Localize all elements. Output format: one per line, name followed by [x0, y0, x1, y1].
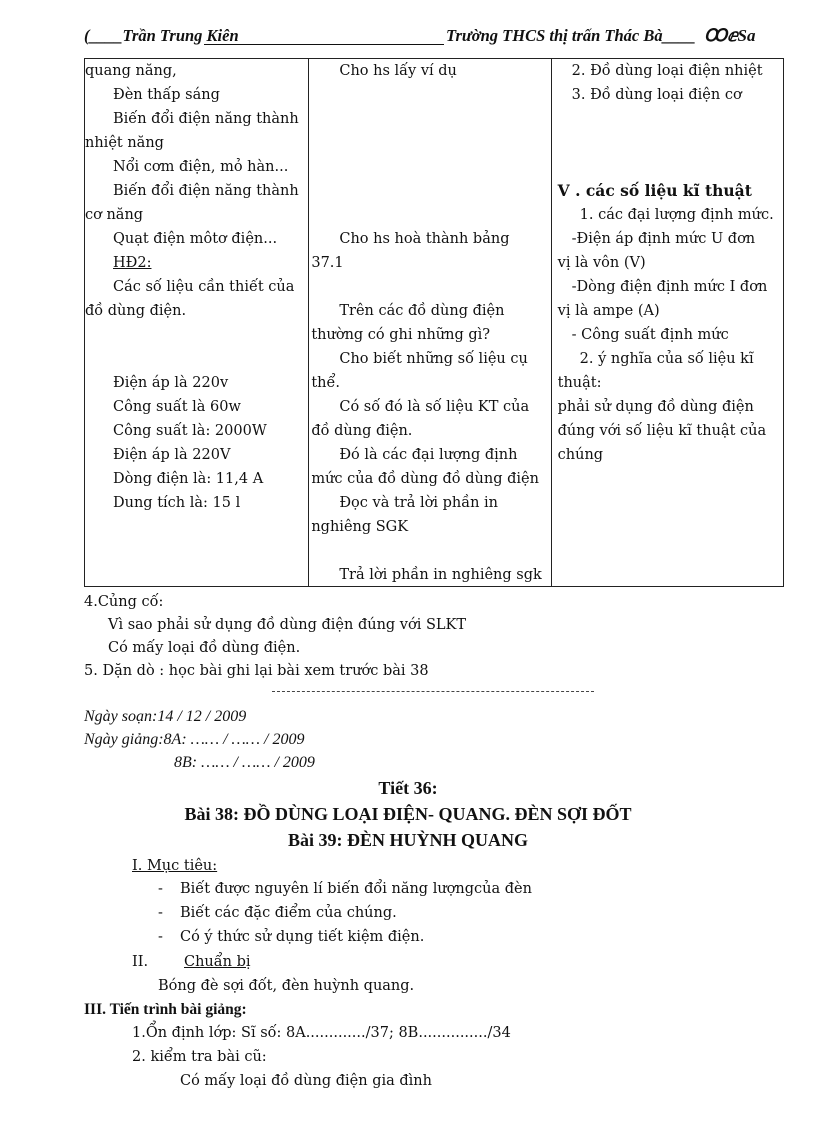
section-number-ii: II.: [132, 954, 149, 970]
text-line: Biến đổi điện năng thành: [113, 111, 299, 127]
objective-item: Biết các đặc điểm của chúng.: [180, 905, 397, 921]
date-prepared: Ngày soạn:14 / 12 / 2009: [84, 708, 247, 725]
objective-item: Biết được nguyên lí biến đổi năng lượngcủa đèn: [180, 881, 532, 897]
text-line: nhiệt năng: [85, 135, 164, 151]
text-line: Đèn thấp sáng: [113, 87, 220, 103]
bullet-dash: -: [158, 905, 163, 921]
text-line: quang năng,: [85, 63, 177, 79]
text-line: Có mấy loại đồ dùng điện.: [108, 640, 301, 656]
text-line: Công suất là 60w: [113, 399, 241, 415]
lesson-title-39: Bài 39: ĐÈN HUỲNH QUANG: [287, 830, 528, 850]
text-line: Các số liệu cần thiết của: [113, 279, 295, 295]
text-line: Đó là các đại lượng định: [339, 447, 518, 463]
text-line: Cho hs lấy ví dụ: [339, 63, 457, 79]
section-dando: 5. Dặn dò : học bài ghi lại bài xem trước bài 38: [84, 663, 429, 679]
text-line: đồ dùng điện.: [311, 423, 413, 439]
separator-line: [272, 691, 594, 692]
text-line: Dòng điện là: 11,4 A: [113, 471, 264, 487]
table-col-notes: [551, 59, 783, 587]
text-line: 2. Đồ dùng loại điện nhiệt: [571, 63, 763, 79]
text-line: Quạt điện môtơ điện...: [113, 231, 278, 247]
text-line: Điện áp là 220v: [113, 375, 229, 391]
header-school: Trường THCS thị trấn Thác Bà____: [446, 26, 696, 45]
text-line: mức của đồ dùng đồ dùng điện: [311, 471, 539, 487]
bullet-dash: -: [158, 881, 163, 897]
text-line: 37.1: [311, 255, 344, 271]
text-line: Có mấy loại đồ dùng điện gia đình: [180, 1073, 432, 1089]
text-line: đúng với số liệu kĩ thuật của: [557, 423, 767, 439]
activity-heading: HĐ2:: [113, 255, 152, 271]
text-line: 1. các đại lượng định mức.: [579, 207, 774, 223]
text-line: 3. Đồ dùng loại điện cơ: [571, 87, 742, 103]
lesson-title-38: Bài 38: ĐỒ DÙNG LOẠI ĐIỆN- QUANG. ĐÈN SỢI ĐỐT: [184, 804, 632, 824]
text-line: Vì sao phải sử dụng đồ dùng điện đúng với SLKT: [108, 617, 467, 633]
text-line: - Công suất định mức: [571, 327, 729, 343]
text-line: thường có ghi những gì?: [311, 327, 491, 343]
header-author: (____Trần Trung Kiên: [84, 26, 239, 45]
text-line: Có số đó là số liệu KT của: [339, 399, 530, 415]
text-line: Nổi cơm điện, mỏ hàn...: [113, 159, 289, 175]
text-line: 2. kiểm tra bài cũ:: [132, 1049, 267, 1065]
section-objectives: I. Mục tiêu:: [132, 858, 218, 874]
text-line: Điện áp là 220V: [113, 447, 231, 463]
text-line: Đọc và trả lời phần in: [339, 495, 499, 511]
lesson-number: Tiết 36:: [378, 778, 438, 798]
text-line: Công suất là: 2000W: [113, 423, 267, 439]
text-line: Trên các đồ dùng điện: [339, 303, 505, 319]
text-line: chúng: [557, 447, 604, 463]
text-line: -Dòng điện định mức I đơn: [571, 279, 768, 295]
text-line: thể.: [311, 375, 341, 391]
text-line: đồ dùng điện.: [85, 303, 187, 319]
text-line: cơ năng: [85, 207, 144, 223]
section-heading: V . các số liệu kĩ thuật: [557, 181, 752, 200]
bullet-dash: -: [158, 929, 163, 945]
text-line: nghiêng SGK: [311, 519, 409, 535]
text-line: Dung tích là: 15 l: [113, 495, 241, 511]
text-line: thuật:: [557, 375, 602, 391]
text-line: -Điện áp định mức U đơn: [571, 231, 756, 247]
lesson-table: [84, 58, 784, 587]
page-header: [84, 24, 756, 50]
date-taught-8b: 8B: …… / …… / 2009: [174, 754, 315, 771]
text-line: vị là vôn (V): [557, 255, 646, 271]
text-line: Biến đổi điện năng thành: [113, 183, 299, 199]
text-line: Bóng đè sợi đốt, đèn huỳnh quang.: [158, 978, 415, 994]
table-col-activity: [309, 59, 551, 587]
header-logo: ꝎⅇSa: [704, 26, 756, 45]
section-preparation: Chuẩn bị: [184, 954, 251, 970]
text-line: Trả lời phần in nghiêng sgk: [339, 567, 542, 583]
text-line: Cho biết những số liệu cụ: [339, 351, 528, 367]
text-line: Cho hs hoà thành bảng: [339, 231, 510, 247]
text-line: phải sử dụng đồ dùng điện: [557, 399, 754, 415]
date-taught-8a: Ngày giảng:8A: …… / …… / 2009: [84, 731, 305, 748]
section-cungco: 4.Củng cố:: [84, 594, 164, 610]
text-line: 2. ý nghĩa của số liệu kĩ: [579, 351, 754, 367]
text-line: 1.Ổn định lớp: Sĩ số: 8A............./37; 8B.............../34: [132, 1025, 511, 1041]
table-col-content: [85, 59, 309, 587]
text-line: vị là ampe (A): [557, 303, 660, 319]
section-process: III. Tiến trình bài giảng:: [84, 1001, 247, 1018]
header-underline-left: [204, 44, 444, 45]
objective-item: Có ý thức sử dụng tiết kiệm điện.: [180, 929, 425, 945]
